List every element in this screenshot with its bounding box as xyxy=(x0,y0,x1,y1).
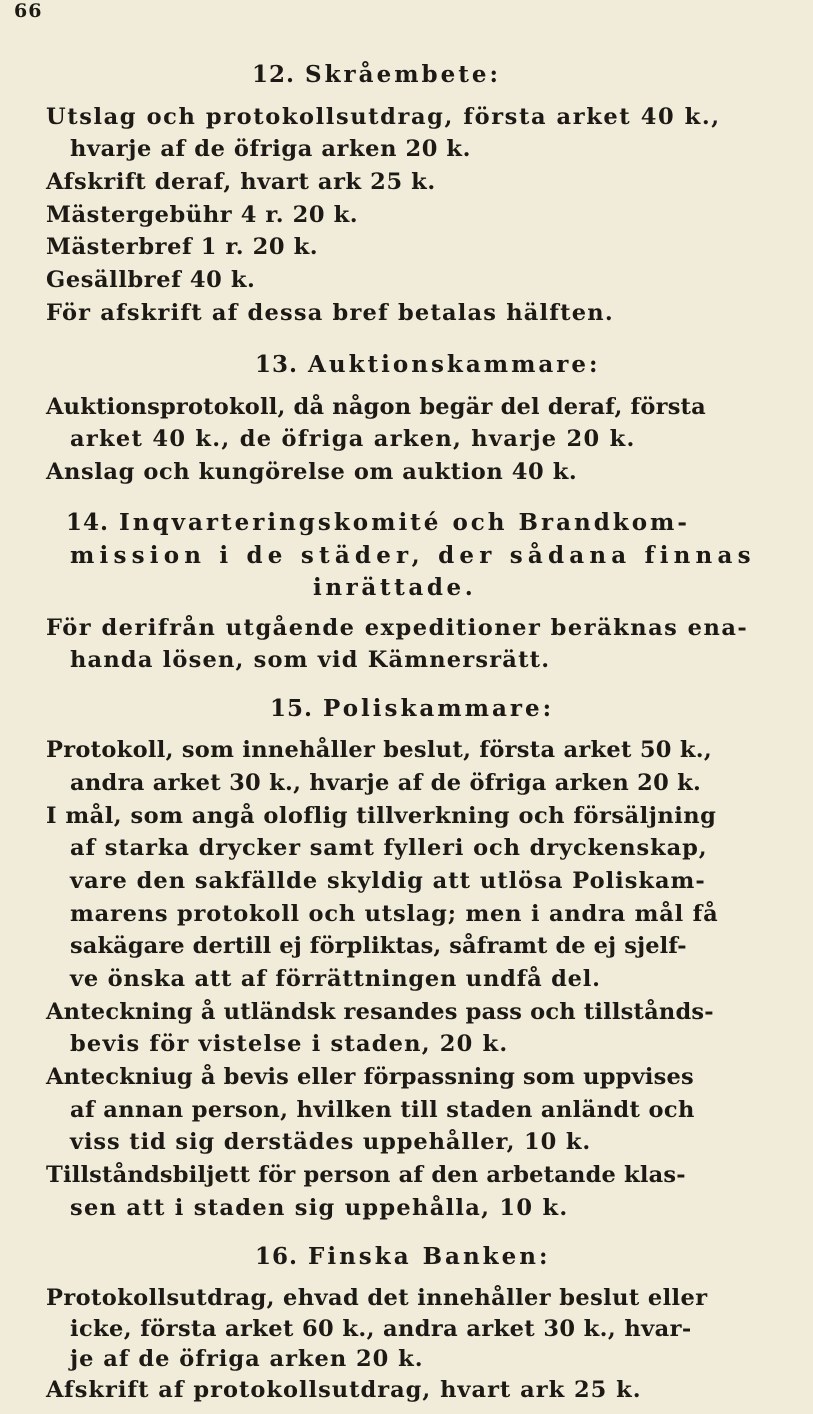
text-line: Afskrift deraf, hvart ark 25 k. xyxy=(46,169,436,195)
text-line: Protokollsutdrag, ehvad det innehåller beslut eller xyxy=(46,1284,708,1311)
text-line: bevis för vistelse i staden, 20 k. xyxy=(70,1031,509,1058)
text-line: Utslag och protokollsutdrag, första arket 40 k., xyxy=(46,103,721,130)
section-title: Finska Banken: xyxy=(308,1242,551,1270)
section-number: 12. xyxy=(252,61,296,89)
section-15-heading xyxy=(270,695,554,722)
text-line: Gesällbref 40 k. xyxy=(46,266,256,293)
text-line: För derifrån utgående expeditioner beräknas ena- xyxy=(46,614,749,641)
text-line: marens protokoll och utslag; men i andra mål få xyxy=(70,900,719,927)
text-line: Protokoll, som innehåller beslut, första arket 50 k., xyxy=(46,737,713,764)
section-13-heading xyxy=(255,351,601,378)
text-line: icke, första arket 60 k., andra arket 30 k., hvar- xyxy=(70,1315,692,1342)
text-line: af annan person, hvilken till staden anländt och xyxy=(70,1096,695,1123)
section-title-line: mission i de städer, der sådana finnas xyxy=(70,541,756,569)
text-line: Afskrift af protokollsutdrag, hvart ark 25 k. xyxy=(46,1377,642,1404)
text-line: Tillståndsbiljett för person af den arbetande klas- xyxy=(46,1161,686,1188)
section-title: Poliskammare: xyxy=(323,695,555,723)
text-line: sakägare dertill ej förpliktas, såframt de ej sjelf- xyxy=(70,933,687,960)
text-line: viss tid sig derstädes uppehåller, 10 k. xyxy=(70,1129,592,1156)
text-line: af starka drycker samt fylleri och dryckenskap, xyxy=(70,835,708,862)
text-line: ve önska att af förrättningen undfå del. xyxy=(70,966,601,993)
section-14-heading xyxy=(66,509,690,536)
section-title: Auktionskammare: xyxy=(308,351,601,379)
text-line: I mål, som angå oloflig tillverkning och försäljning xyxy=(46,802,717,829)
text-line: Auktionsprotokoll, då någon begär del deraf, första xyxy=(46,393,706,420)
section-title: Skråembete: xyxy=(305,61,502,89)
page-number: 66 xyxy=(14,0,43,22)
text-line: Mästergebühr 4 r. 20 k. xyxy=(46,201,359,228)
text-line: Anteckning å utländsk resandes pass och tillstånds- xyxy=(46,998,714,1025)
section-title-line: inrättade. xyxy=(313,574,477,602)
text-line: handa lösen, som vid Kämnersrätt. xyxy=(70,647,551,674)
text-line: arket 40 k., de öfriga arken, hvarje 20 k. xyxy=(70,426,636,453)
text-line: vare den sakfällde skyldig att utlösa Poliskam- xyxy=(70,868,706,895)
text-line: sen att i staden sig uppehålla, 10 k. xyxy=(70,1194,569,1221)
text-line: Anslag och kungörelse om auktion 40 k. xyxy=(46,459,578,485)
section-number: 15. xyxy=(270,695,314,723)
section-number: 13. xyxy=(255,351,299,379)
text-line: hvarje af de öfriga arken 20 k. xyxy=(70,136,472,163)
text-line: Anteckniug å bevis eller förpassning som uppvises xyxy=(46,1063,694,1090)
section-number: 14. xyxy=(66,508,110,536)
text-line: andra arket 30 k., hvarje af de öfriga arken 20 k. xyxy=(70,770,702,797)
section-number: 16. xyxy=(255,1242,299,1270)
section-16-heading xyxy=(255,1243,550,1270)
section-title-line: Inqvarteringskomité och Brandkom- xyxy=(119,508,690,536)
section-12-heading xyxy=(252,61,501,88)
text-line: För afskrift af dessa bref betalas hälften. xyxy=(46,299,614,326)
text-line: je af de öfriga arken 20 k. xyxy=(70,1346,424,1373)
text-line: Mästerbref 1 r. 20 k. xyxy=(46,234,319,261)
